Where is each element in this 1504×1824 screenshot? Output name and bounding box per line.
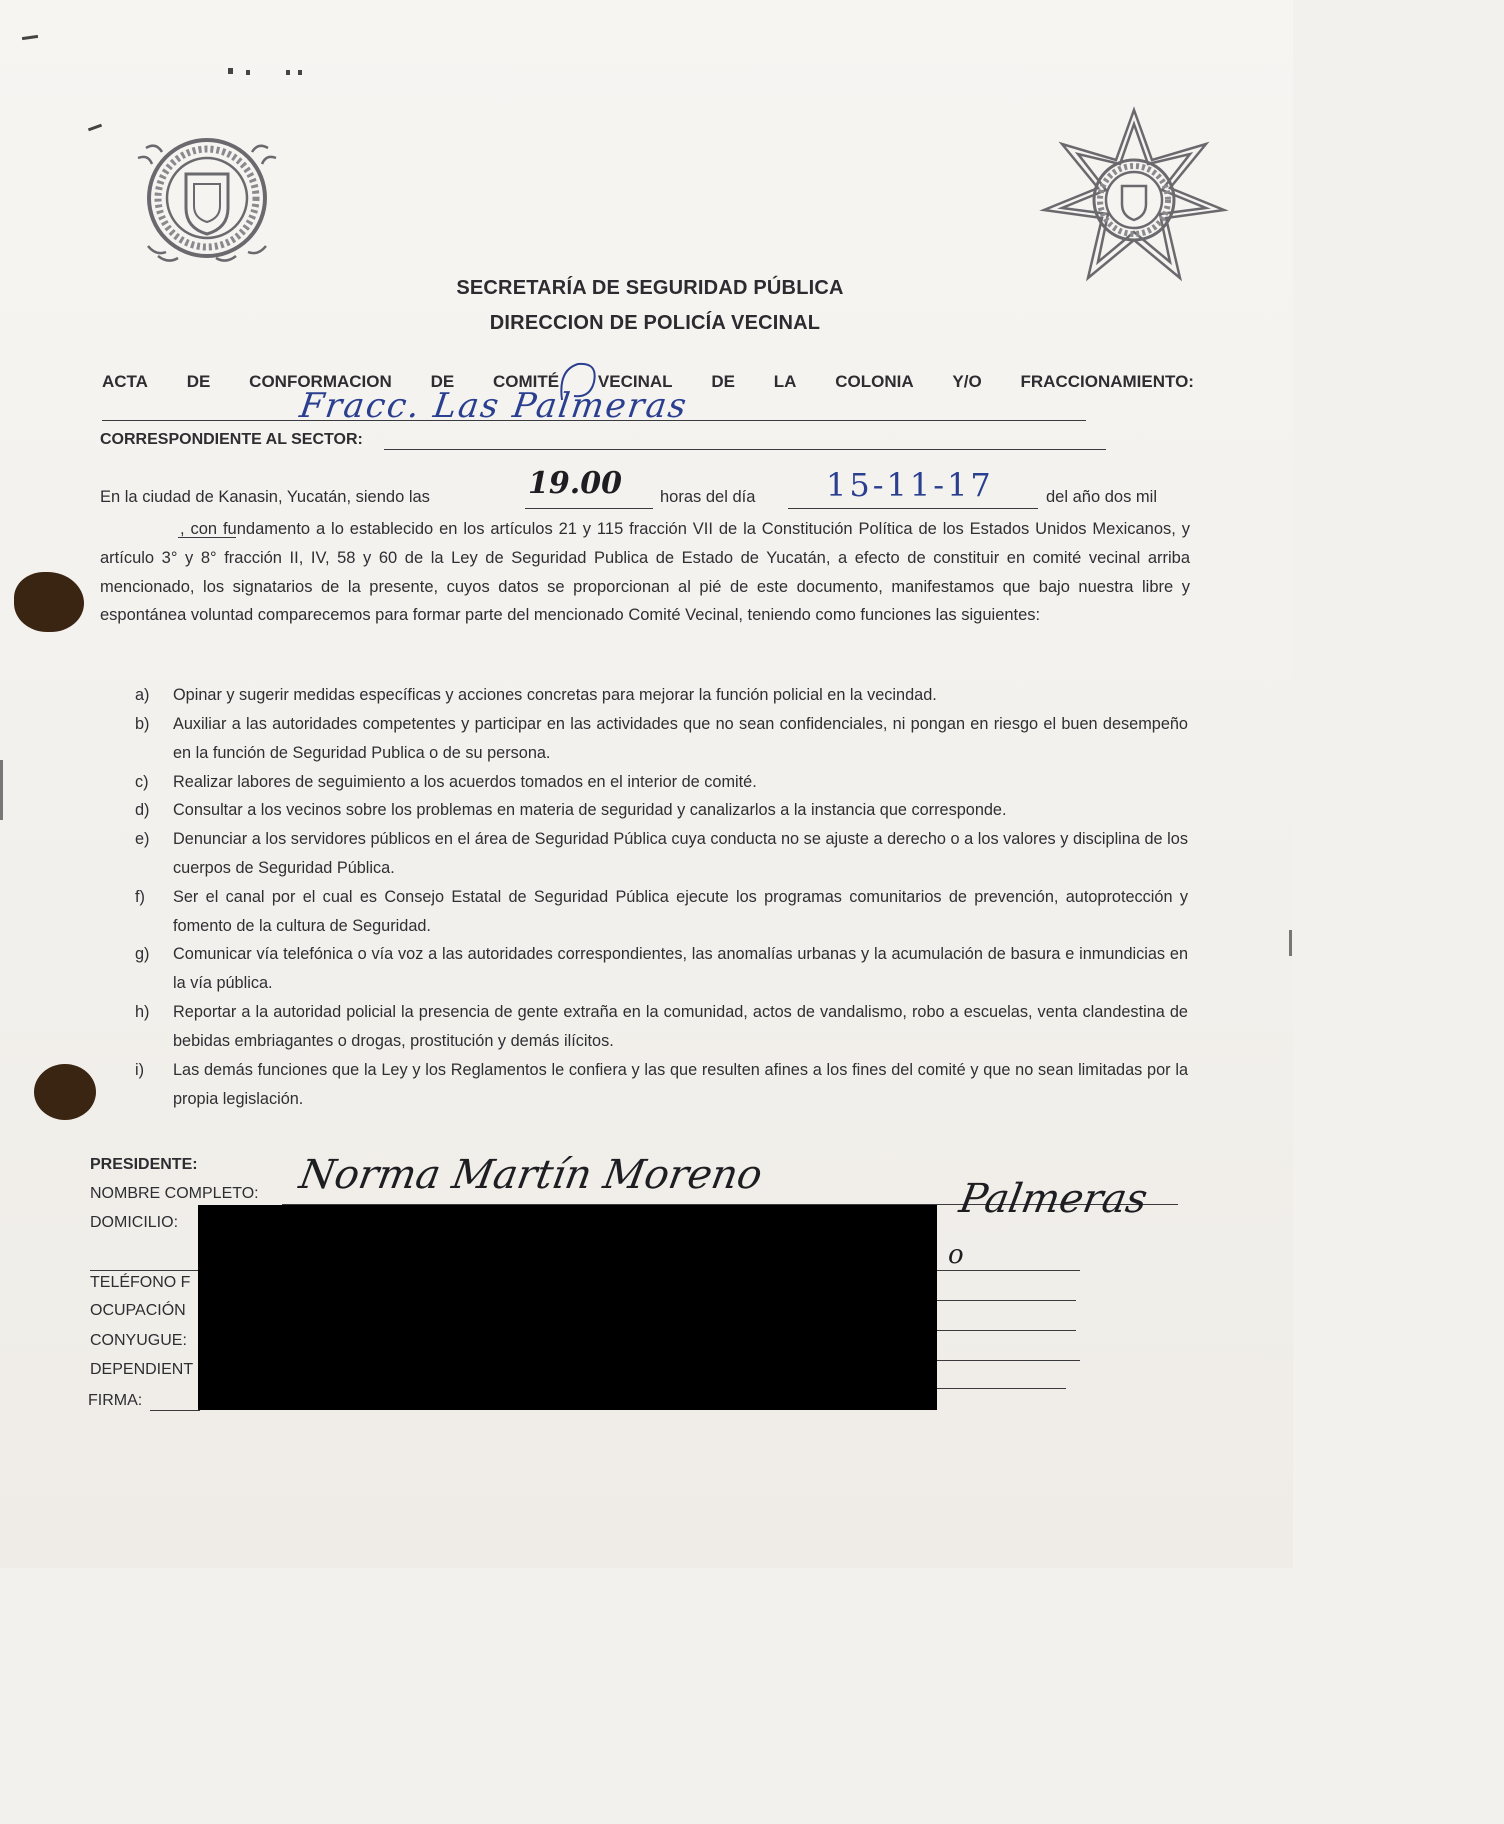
acta-word: COMITÉ <box>493 372 560 391</box>
government-seal-icon <box>128 118 286 278</box>
president-label: PRESIDENTE: <box>90 1156 198 1173</box>
year-line <box>178 537 236 538</box>
fraccionamiento-handwritten: Fracc. Las Palmeras <box>297 386 691 426</box>
telefono-line <box>936 1300 1076 1301</box>
intro-text: En la ciudad de Kanasin, Yucatán, siendo las <box>100 488 430 506</box>
ink-blot <box>34 1064 96 1120</box>
date-handwritten: 15-11-17 <box>826 466 994 504</box>
redaction-box <box>198 1205 937 1410</box>
conyugue-line <box>936 1360 1080 1361</box>
header-direccion: DIRECCION DE POLICÍA VECINAL <box>489 312 821 334</box>
header-secretaria: SECRETARÍA DE SEGURIDAD PÚBLICA <box>456 277 844 299</box>
dependientes-line <box>936 1388 1066 1389</box>
ink-blot <box>14 572 84 632</box>
function-text: Realizar labores de seguimiento a los acuerdos tomados en el interior de comité. <box>173 773 757 791</box>
scan-edge-mark <box>0 760 3 820</box>
ocupacion-label: OCUPACIÓN <box>90 1302 186 1319</box>
scan-speck <box>88 124 102 132</box>
intro-text: horas del día <box>660 488 756 506</box>
acta-word: FRACCIONAMIENTO: <box>1020 372 1194 391</box>
function-text: Opinar y sugerir medidas específicas y acciones concretas para mejorar la función policial en la vecindad. <box>173 686 937 704</box>
function-letter: c) <box>135 773 149 791</box>
function-text: Ser el canal por el cual es Consejo Estatal de Seguridad Pública ejecute los programas comunitarios de prevención, autoprotección y fomento de la cultura de Seguridad. <box>173 888 1188 935</box>
function-text: Denunciar a los servidores públicos en el área de Seguridad Pública cuya conducta no se ajuste a derecho o a los valores y disciplina de los cuerpos de Seguridad Pública. <box>173 830 1188 877</box>
sector-line <box>384 449 1106 450</box>
domicilio-handwritten-2: o <box>948 1240 964 1270</box>
domicilio-label: DOMICILIO: <box>90 1214 179 1231</box>
acta-word: DE <box>711 372 735 391</box>
function-letter: h) <box>135 1003 150 1021</box>
function-letter: b) <box>135 715 150 733</box>
function-text: Comunicar vía telefónica o vía voz a las autoridades correspondientes, las anomalías urbanas y la acumulación de basura e inmundicias en la vía pública. <box>173 945 1188 992</box>
acta-word: Y/O <box>952 372 982 391</box>
scan-speck <box>22 35 38 40</box>
hour-line <box>525 508 653 509</box>
firma-line <box>150 1410 200 1411</box>
function-letter: f) <box>135 888 145 906</box>
hour-handwritten: 19.00 <box>528 466 622 501</box>
acta-word: DE <box>186 372 211 391</box>
function-letter: g) <box>135 945 150 963</box>
dependientes-label: DEPENDIENT <box>90 1361 194 1378</box>
acta-word: COLONIA <box>835 372 914 391</box>
function-text: Consultar a los vecinos sobre los problemas en materia de seguridad y canalizarlos a la instancia que corresponde. <box>173 801 1007 819</box>
function-text: Reportar a la autoridad policial la presencia de gente extraña en la comunidad, actos de vandalismo, robo a escuelas, venta clandestina de bebidas embriagantes o drogas, prostitución y demás ilícitos. <box>173 1003 1188 1050</box>
acta-word: DE <box>430 372 455 391</box>
function-letter: a) <box>135 686 150 704</box>
acta-word: CONFORMACION <box>249 372 392 391</box>
scan-speck <box>286 70 290 75</box>
conyugue-label: CONYUGUE: <box>90 1332 187 1349</box>
domicilio-handwritten: Palmeras <box>955 1176 1151 1222</box>
police-star-badge-icon <box>1038 106 1230 292</box>
function-text: Las demás funciones que la Ley y los Reglamentos le confiera y las que resulten afines a los fines del comité y que no sean limitadas por la propia legislación. <box>173 1061 1188 1108</box>
ocupacion-line <box>936 1330 1076 1331</box>
scan-speck <box>228 68 233 74</box>
acta-word: VECINAL <box>597 372 673 391</box>
acta-word: LA <box>773 372 797 391</box>
date-line <box>788 508 1038 509</box>
sector-label: CORRESPONDIENTE AL SECTOR: <box>100 431 363 448</box>
scan-speck <box>246 70 250 75</box>
function-letter: e) <box>135 830 150 848</box>
function-text: Auxiliar a las autoridades competentes y participar en las actividades que no sean confidenciales, ni pongan en riesgo el buen desempeño en la función de Seguridad Publica o de su persona. <box>173 715 1188 762</box>
scan-edge-mark <box>1289 930 1292 956</box>
intro-paragraph: , con fundamento a lo establecido en los artículos 21 y 115 fracción VII de la Constitución Política de los Estados Unidos Mexicanos, y artículo 3° y 8° fracción II, IV, 58 y 60 de la Ley de Seguridad Publica de Estado de Yucatán, a efecto de constituir en comité vecinal arriba mencionado, los signatarios de la presente, cuyos datos se proporcionan al pié de este documento, manifestamos que bajo nuestra libre y espontánea voluntad comparecemos para formar parte del mencionado Comité Vecinal, teniendo como funciones las siguientes: <box>100 520 1190 625</box>
acta-word: ACTA <box>102 372 148 391</box>
president-name-handwritten: Norma Martín Moreno <box>295 1152 766 1198</box>
full-name-label: NOMBRE COMPLETO: <box>90 1185 259 1202</box>
intro-text: del año dos mil <box>1046 488 1157 506</box>
firma-label: FIRMA: <box>88 1392 143 1409</box>
scan-speck <box>298 70 302 75</box>
function-letter: i) <box>135 1061 145 1079</box>
telefono-label: TELÉFONO F <box>90 1274 191 1291</box>
function-letter: d) <box>135 801 150 819</box>
